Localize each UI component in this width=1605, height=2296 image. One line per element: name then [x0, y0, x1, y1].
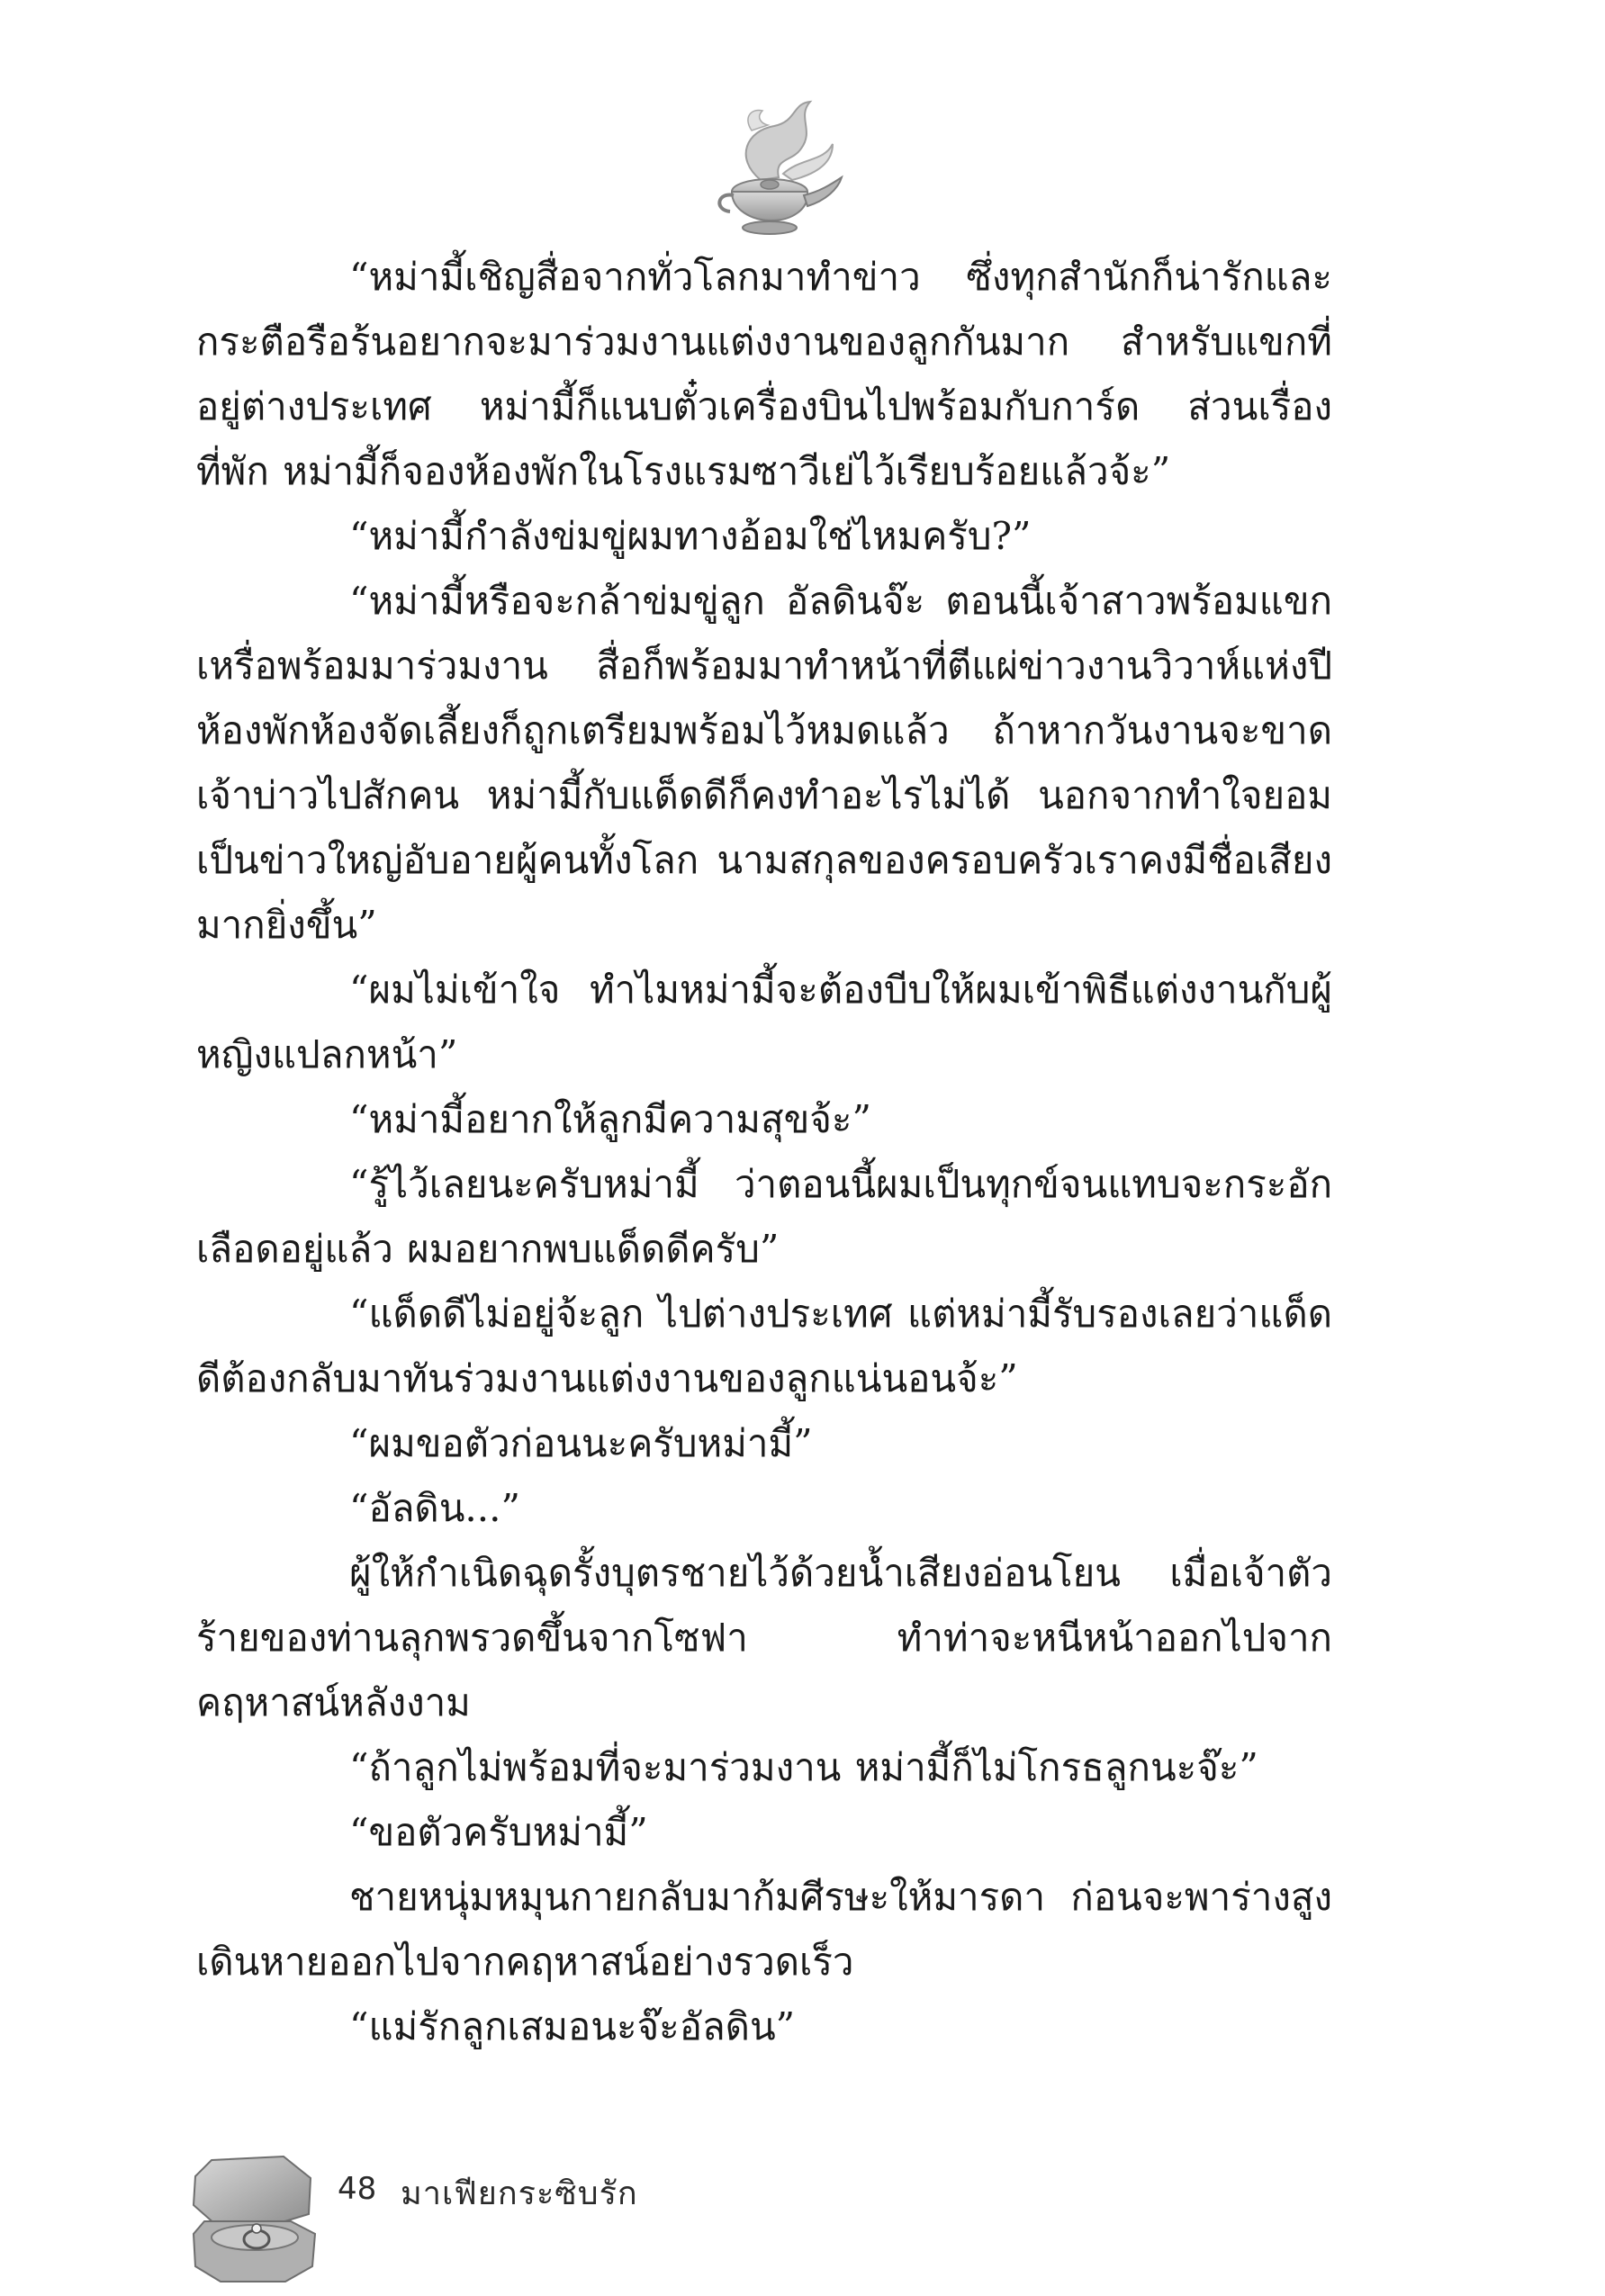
paragraph: “ผมขอตัวก่อนนะครับหม่ามี้” — [349, 1421, 813, 1465]
page-footer — [185, 2151, 725, 2286]
paragraph: ผู้ให้กำเนิดฉุดรั้งบุตรชายไว้ด้วยน้ำเสียงอ่อนโยน เมื่อเจ้าตัวร้ายของท่านลุกพรวดขึ้นจากโซฟา ทำท่าจะหนีหน้าออกไปจากคฤหาสน์หลังงาม — [196, 1551, 1332, 1724]
ring-box-icon — [185, 2151, 329, 2286]
paragraph: “รู้ไว้เลยนะครับหม่ามี้ ว่าตอนนี้ผมเป็นทุกข์จนแทบจะกระอักเลือดอยู่แล้ว ผมอยากพบแด็ดดีครับ” — [196, 1162, 1332, 1271]
paragraph: ชายหนุ่มหมุนกายกลับมาก้มศีรษะให้มารดา ก่อนจะพาร่างสูงเดินหายออกไปจากคฤหาสน์อย่างรวดเร็ว — [196, 1875, 1332, 1984]
paragraph: “อัลดิน...” — [349, 1486, 520, 1530]
paragraph: “หม่ามี้อยากให้ลูกมีความสุขจ้ะ” — [349, 1097, 871, 1141]
magic-lamp-icon — [698, 95, 851, 248]
paragraph: “หม่ามี้เชิญสื่อจากทั่วโลกมาทำข่าว ซึ่งทุกสำนักก็น่ารักและกระตือรือร้นอยากจะมาร่วมงานแต่งงานของลูกกันมาก สำหรับแขกที่อยู่ต่างประเทศ หม่ามี้ก็แนบตั๋วเครื่องบินไปพร้อมกับการ์ด ส่วนเรื่องที่พัก หม่ามี้ก็จองห้องพักในโรงแรมซาวีเย่ไว้เรียบร้อยแล้วจ้ะ” — [196, 255, 1332, 493]
paragraph: “หม่ามี้หรือจะกล้าข่มขู่ลูก อัลดินจ๊ะ ตอนนี้เจ้าสาวพร้อมแขกเหรื่อพร้อมมาร่วมงาน สื่อก็พร้อมมาทำหน้าที่ตีแผ่ข่าวงานวิวาห์แห่งปี ห้องพักห้องจัดเลี้ยงก็ถูกเตรียมพร้อมไว้หมดแล้ว ถ้าหากวันงานจะขาดเจ้าบ่าวไปสักคน หม่ามี้กับแด็ดดีก็คงทำอะไรไม่ได้ นอกจากทำใจยอมเป็นข่าวใหญ่อับอายผู้คนทั้งโลก นามสกุลของครอบครัวเราคงมีชื่อเสียงมากยิ่งขึ้น” — [196, 579, 1332, 947]
paragraph: “แด็ดดีไม่อยู่จ้ะลูก ไปต่างประเทศ แต่หม่ามี้รับรองเลยว่าแด็ดดีต้องกลับมาทันร่วมงานแต่งงานของลูกแน่นอนจ้ะ” — [196, 1292, 1332, 1400]
page-body — [196, 245, 1332, 2059]
paragraph: “ถ้าลูกไม่พร้อมที่จะมาร่วมงาน หม่ามี้ก็ไม่โกรธลูกนะจ๊ะ” — [349, 1745, 1258, 1789]
book-title: มาเฟียกระซิบรัก — [401, 2175, 638, 2212]
page-number: 48 — [338, 2171, 377, 2207]
paragraph: “ขอตัวครับหม่ามี้” — [349, 1810, 648, 1854]
paragraph: “หม่ามี้กำลังข่มขู่ผมทางอ้อมใช่ไหมครับ?” — [349, 514, 1032, 558]
paragraph: “ผมไม่เข้าใจ ทำไมหม่ามี้จะต้องบีบให้ผมเข้าพิธีแต่งงานกับผู้หญิงแปลกหน้า” — [196, 968, 1332, 1076]
paragraph: “แม่รักลูกเสมอนะจ๊ะอัลดิน” — [349, 2004, 796, 2048]
